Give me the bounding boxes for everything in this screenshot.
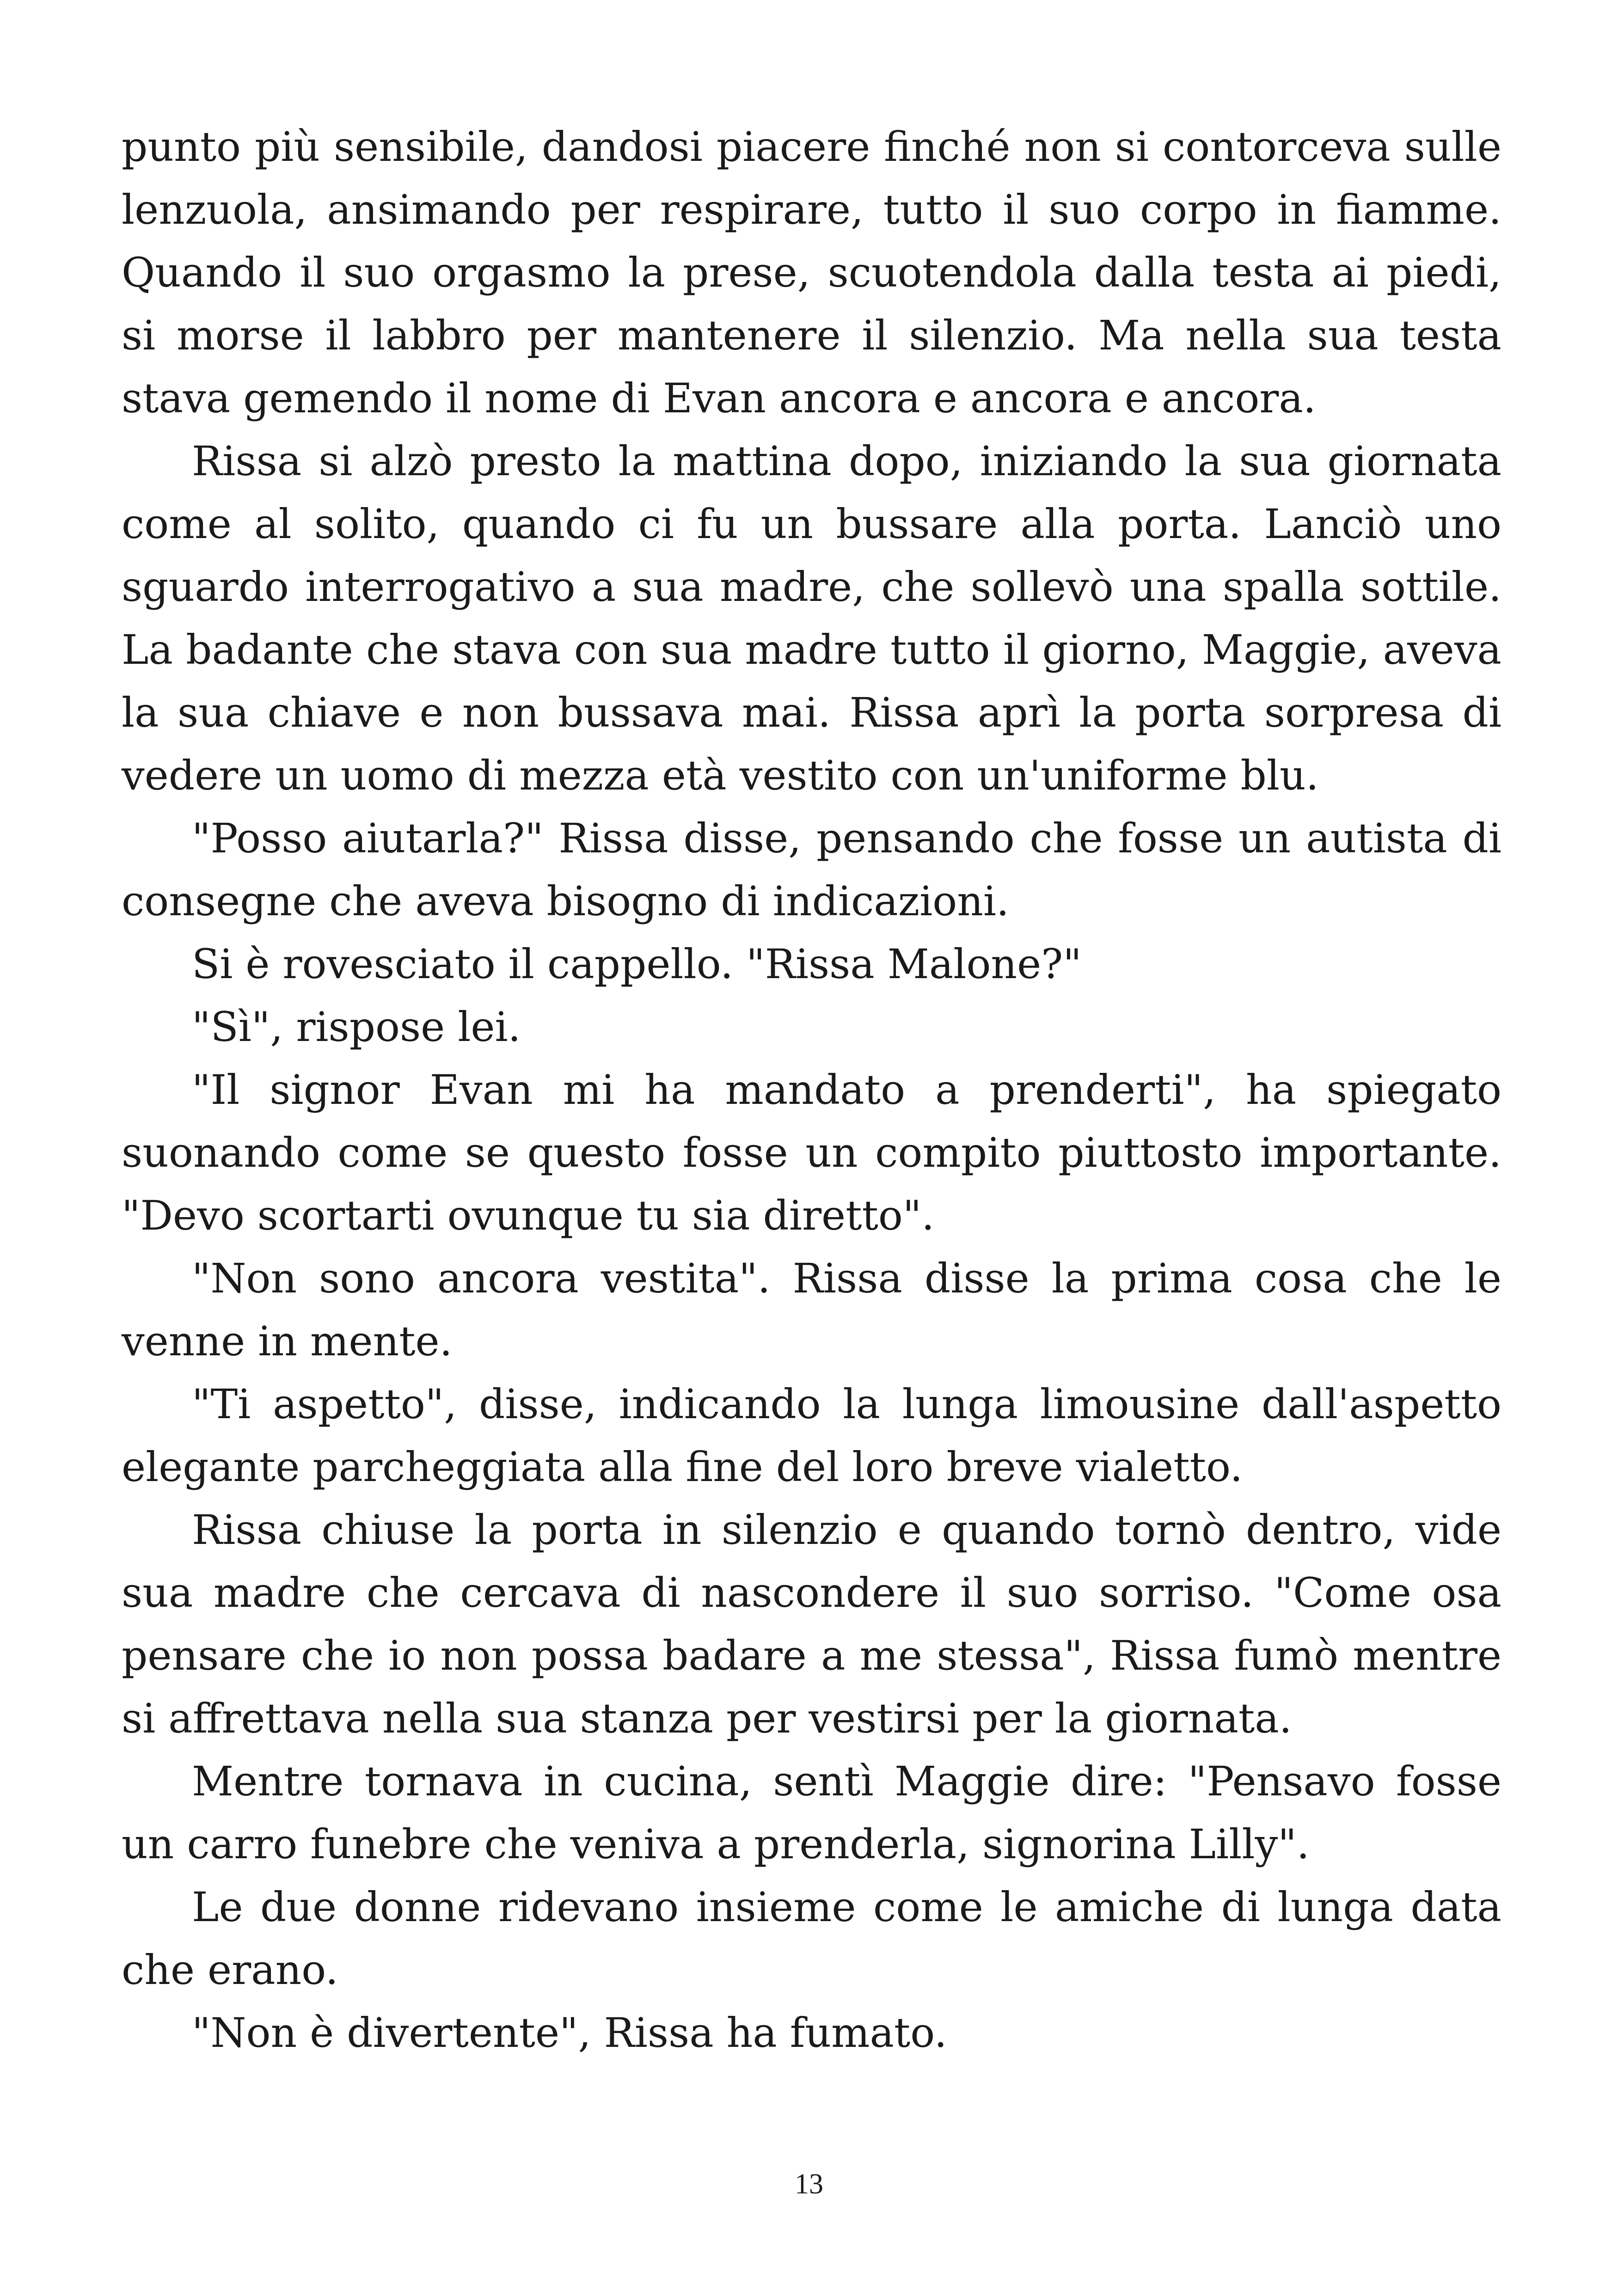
paragraph: Mentre tornava in cucina, sentì Maggie dire: "Pensavo fosse un carro funebre che veniva a prenderla, signorina Lilly". bbox=[122, 1757, 1502, 1868]
paragraph: "Il signor Evan mi ha mandato a prenderti", ha spiegato suonando come se questo fosse un compito piuttosto importante. "Devo scortarti ovunque tu sia diretto". bbox=[122, 1066, 1502, 1239]
paragraph: Rissa si alzò presto la mattina dopo, iniziando la sua giornata come al solito, quando ci fu un bussare alla porta. Lanciò uno sguardo interrogativo a sua madre, che sollevò una spalla sottile. La badante che stava con sua madre tutto il giorno, Maggie, aveva la sua chiave e non bussava mai. Rissa aprì la porta sorpresa di vedere un uomo di mezza età vestito con un'uniforme blu. bbox=[122, 437, 1502, 799]
paragraph: "Ti aspetto", disse, indicando la lunga limousine dall'aspetto elegante parcheggiata alla fine del loro breve vialetto. bbox=[122, 1380, 1502, 1491]
paragraph: "Sì", rispose lei. bbox=[192, 1003, 521, 1051]
paragraph: Si è rovesciato il cappello. "Rissa Malone?" bbox=[192, 940, 1082, 988]
paragraph: "Posso aiutarla?" Rissa disse, pensando che fosse un autista di consegne che aveva bisogno di indicazioni. bbox=[122, 814, 1502, 925]
paragraph: Le due donne ridevano insieme come le amiche di lunga data che erano. bbox=[122, 1883, 1502, 1994]
paragraph: "Non è divertente", Rissa ha fumato. bbox=[192, 2009, 947, 2057]
page-body bbox=[122, 116, 1502, 2064]
page-number: 13 bbox=[795, 2168, 823, 2200]
paragraph: punto più sensibile, dandosi piacere finché non si contorceva sulle lenzuola, ansimando per respirare, tutto il suo corpo in fiamme. Quando il suo orgasmo la prese, scuotendola dalla testa ai piedi, si morse il labbro per mantenere il silenzio. Ma nella sua testa stava gemendo il nome di Evan ancora e ancora e ancora. bbox=[122, 123, 1502, 422]
paragraph: Rissa chiuse la porta in silenzio e quando tornò dentro, vide sua madre che cercava di nascondere il suo sorriso. "Come osa pensare che io non possa badare a me stessa", Rissa fumò mentre si affrettava nella sua stanza per vestirsi per la giornata. bbox=[122, 1506, 1502, 1742]
paragraph: "Non sono ancora vestita". Rissa disse la prima cosa che le venne in mente. bbox=[122, 1255, 1502, 1365]
